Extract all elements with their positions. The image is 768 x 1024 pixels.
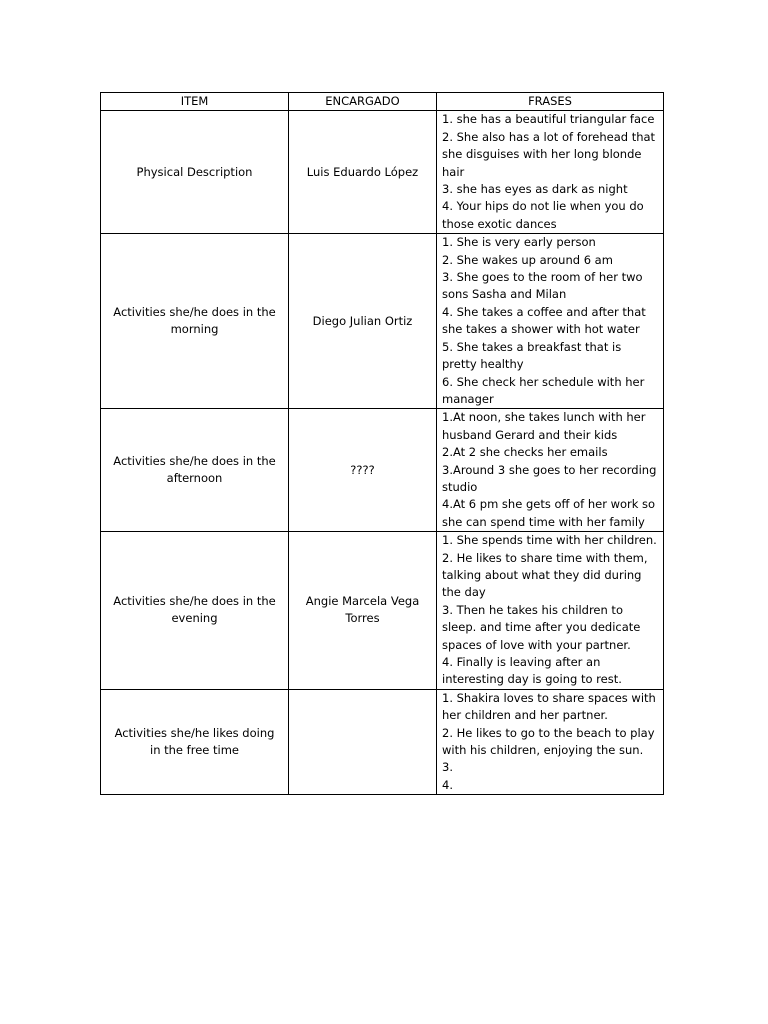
row-item-cell: Activities she/he does in the afternoon (101, 409, 289, 532)
table-row (101, 111, 664, 234)
row-encargado-cell: Angie Marcela Vega Torres (289, 532, 437, 690)
row-encargado-cell: Luis Eduardo López (289, 111, 437, 234)
frase-line: 1. She is very early person (442, 235, 596, 250)
frase-line: 6. She check her schedule with her manager (442, 374, 645, 406)
frase-line: 4.At 6 pm she gets off of her work so she can spend time with her family (442, 497, 656, 529)
frase-line: 5. She takes a breakfast that is pretty healthy (442, 339, 622, 372)
table-row (101, 234, 664, 409)
table-row (101, 689, 664, 794)
header-encargado: ENCARGADO (289, 93, 437, 111)
frase-line: 2. He likes to share time with them, talking about what they did during the day (442, 550, 648, 600)
frase-line: 2. She wakes up around 6 am (442, 252, 613, 267)
frase-line: 1.At noon, she takes lunch with her husband Gerard and their kids (442, 410, 646, 442)
frase-line: 2. He likes to go to the beach to play with his children, enjoying the sun. (442, 725, 655, 758)
row-frases-cell (437, 532, 664, 690)
frase-line: 3. she has eyes as dark as night (442, 182, 628, 197)
frase-line: 4. Your hips do not lie when you do those exotic dances (442, 199, 644, 231)
row-frases-cell (437, 111, 664, 234)
table-header-row (101, 93, 664, 111)
row-encargado-cell (289, 689, 437, 794)
frase-line: 2.At 2 she checks her emails (442, 445, 608, 460)
table-row (101, 409, 664, 532)
row-item-cell: Activities she/he does in the morning (101, 234, 289, 409)
activities-table (100, 92, 664, 795)
row-item-cell: Activities she/he does in the evening (101, 532, 289, 690)
table-row (101, 532, 664, 690)
row-item-cell: Activities she/he likes doing in the free time (101, 689, 289, 794)
frase-line: 3. Then he takes his children to sleep. and time after you dedicate spaces of love with your partner. (442, 602, 641, 652)
frase-line: 2. She also has a lot of forehead that she disguises with her long blonde hair (442, 129, 656, 179)
row-item-cell: Physical Description (101, 111, 289, 234)
frase-line: 3. She goes to the room of her two sons Sasha and Milan (442, 270, 643, 302)
header-item: ITEM (101, 93, 289, 111)
frase-line: 4. (442, 777, 453, 792)
header-frases: FRASES (437, 93, 664, 111)
frase-line: 1. She spends time with her children. (442, 533, 657, 548)
row-encargado-cell: Diego Julian Ortiz (289, 234, 437, 409)
row-frases-cell (437, 689, 664, 794)
frase-line: 4. Finally is leaving after an interesting day is going to rest. (442, 655, 622, 687)
row-encargado-cell: ???? (289, 409, 437, 532)
row-frases-cell (437, 409, 664, 532)
frase-line: 3.Around 3 she goes to her recording studio (442, 462, 657, 494)
frase-line: 1. Shakira loves to share spaces with her children and her partner. (442, 690, 656, 723)
row-frases-cell (437, 234, 664, 409)
frase-line: 4. She takes a coffee and after that she takes a shower with hot water (442, 304, 646, 337)
frase-line: 1. she has a beautiful triangular face (442, 112, 655, 127)
frase-line: 3. (442, 760, 453, 775)
